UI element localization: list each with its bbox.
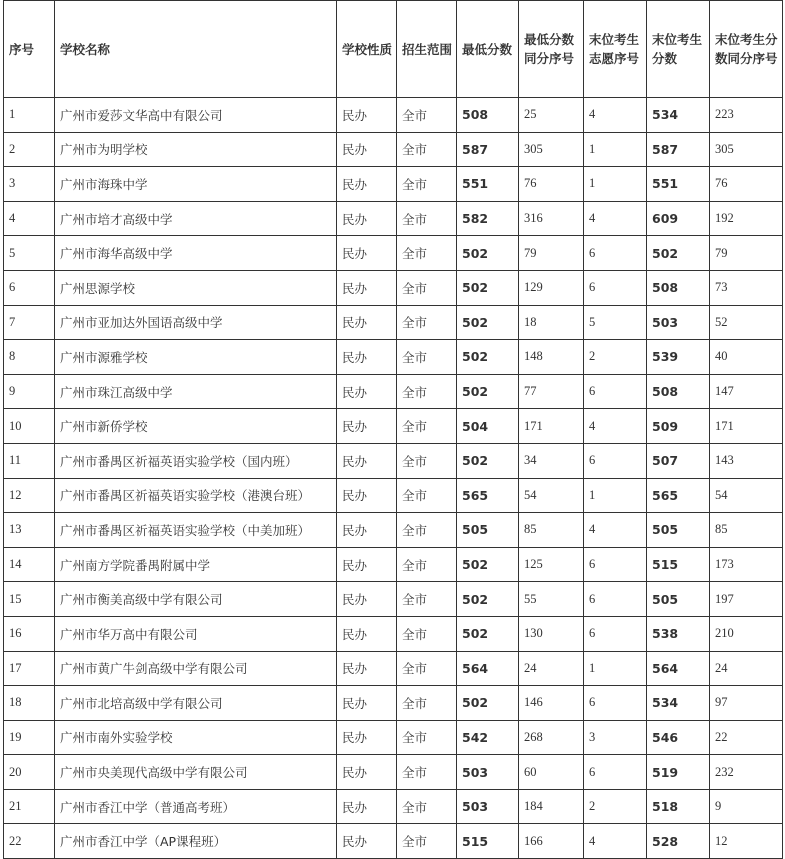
cell-last-choice-order: 2 xyxy=(584,789,647,824)
cell-last-score: 538 xyxy=(647,616,710,651)
cell-min-score-rank: 79 xyxy=(519,236,584,271)
cell-last-score-rank: 9 xyxy=(710,789,783,824)
cell-school-name: 广州市华万高中有限公司 xyxy=(55,616,337,651)
cell-index: 12 xyxy=(4,478,55,513)
cell-index: 18 xyxy=(4,686,55,721)
col-header-last-score: 末位考生分数 xyxy=(647,1,710,98)
cell-last-choice-order: 1 xyxy=(584,651,647,686)
table-row xyxy=(4,201,783,236)
table-row xyxy=(4,305,783,340)
cell-index: 22 xyxy=(4,824,55,859)
cell-min-score-rank: 184 xyxy=(519,789,584,824)
cell-school-type: 民办 xyxy=(337,720,397,755)
cell-index: 2 xyxy=(4,132,55,167)
cell-last-score: 528 xyxy=(647,824,710,859)
cell-min-score-rank: 129 xyxy=(519,270,584,305)
cell-school-type: 民办 xyxy=(337,409,397,444)
cell-min-score-rank: 148 xyxy=(519,340,584,375)
cell-school-name: 广州市番禺区祈福英语实验学校（港澳台班） xyxy=(55,478,337,513)
cell-min-score: 502 xyxy=(457,305,519,340)
cell-last-score-rank: 223 xyxy=(710,98,783,133)
cell-enroll-scope: 全市 xyxy=(397,98,457,133)
cell-index: 20 xyxy=(4,755,55,790)
cell-last-choice-order: 6 xyxy=(584,443,647,478)
cell-school-name: 广州市黄广牛剑高级中学有限公司 xyxy=(55,651,337,686)
cell-school-name: 广州市番禺区祈福英语实验学校（中美加班） xyxy=(55,513,337,548)
cell-last-choice-order: 6 xyxy=(584,547,647,582)
cell-index: 11 xyxy=(4,443,55,478)
cell-last-score: 518 xyxy=(647,789,710,824)
cell-school-type: 民办 xyxy=(337,236,397,271)
cell-school-type: 民办 xyxy=(337,547,397,582)
cell-last-choice-order: 6 xyxy=(584,236,647,271)
cell-min-score-rank: 18 xyxy=(519,305,584,340)
cell-last-score-rank: 79 xyxy=(710,236,783,271)
cell-school-type: 民办 xyxy=(337,686,397,721)
table-row xyxy=(4,478,783,513)
col-header-last-choice-order: 末位考生志愿序号 xyxy=(584,1,647,98)
cell-min-score: 502 xyxy=(457,340,519,375)
cell-school-name: 广州南方学院番禺附属中学 xyxy=(55,547,337,582)
cell-enroll-scope: 全市 xyxy=(397,374,457,409)
cell-min-score: 542 xyxy=(457,720,519,755)
cell-min-score-rank: 24 xyxy=(519,651,584,686)
cell-min-score: 503 xyxy=(457,789,519,824)
cell-school-type: 民办 xyxy=(337,270,397,305)
col-header-last-score-rank: 末位考生分数同分序号 xyxy=(710,1,783,98)
cell-min-score-rank: 171 xyxy=(519,409,584,444)
cell-last-score-rank: 73 xyxy=(710,270,783,305)
cell-min-score: 505 xyxy=(457,513,519,548)
cell-school-type: 民办 xyxy=(337,443,397,478)
cell-school-name: 广州市南外实验学校 xyxy=(55,720,337,755)
cell-last-score: 515 xyxy=(647,547,710,582)
cell-last-score-rank: 197 xyxy=(710,582,783,617)
cell-min-score: 515 xyxy=(457,824,519,859)
cell-school-type: 民办 xyxy=(337,755,397,790)
table-row xyxy=(4,270,783,305)
cell-enroll-scope: 全市 xyxy=(397,582,457,617)
cell-index: 19 xyxy=(4,720,55,755)
cell-min-score-rank: 166 xyxy=(519,824,584,859)
cell-last-score: 534 xyxy=(647,98,710,133)
cell-school-name: 广州市香江中学（普通高考班） xyxy=(55,789,337,824)
cell-school-type: 民办 xyxy=(337,98,397,133)
table-header-row xyxy=(4,1,783,98)
cell-min-score: 502 xyxy=(457,547,519,582)
cell-last-choice-order: 6 xyxy=(584,616,647,651)
cell-last-score: 505 xyxy=(647,513,710,548)
table-row xyxy=(4,789,783,824)
cell-school-name: 广州市北培高级中学有限公司 xyxy=(55,686,337,721)
cell-enroll-scope: 全市 xyxy=(397,167,457,202)
table-row xyxy=(4,824,783,859)
cell-school-name: 广州市海华高级中学 xyxy=(55,236,337,271)
cell-last-score: 609 xyxy=(647,201,710,236)
cell-last-choice-order: 4 xyxy=(584,98,647,133)
cell-min-score-rank: 85 xyxy=(519,513,584,548)
cell-min-score: 502 xyxy=(457,270,519,305)
cell-min-score-rank: 77 xyxy=(519,374,584,409)
cell-last-score-rank: 305 xyxy=(710,132,783,167)
cell-last-score-rank: 40 xyxy=(710,340,783,375)
cell-last-choice-order: 4 xyxy=(584,409,647,444)
cell-min-score-rank: 316 xyxy=(519,201,584,236)
cell-last-score: 565 xyxy=(647,478,710,513)
cell-last-choice-order: 6 xyxy=(584,374,647,409)
cell-min-score-rank: 25 xyxy=(519,98,584,133)
cell-last-choice-order: 4 xyxy=(584,513,647,548)
cell-enroll-scope: 全市 xyxy=(397,443,457,478)
cell-school-type: 民办 xyxy=(337,374,397,409)
cell-enroll-scope: 全市 xyxy=(397,720,457,755)
cell-school-type: 民办 xyxy=(337,478,397,513)
cell-enroll-scope: 全市 xyxy=(397,409,457,444)
cell-min-score-rank: 76 xyxy=(519,167,584,202)
cell-min-score-rank: 54 xyxy=(519,478,584,513)
cell-min-score: 503 xyxy=(457,755,519,790)
col-header-school-type: 学校性质 xyxy=(337,1,397,98)
col-header-enroll-scope: 招生范围 xyxy=(397,1,457,98)
cell-school-name: 广州市亚加达外国语高级中学 xyxy=(55,305,337,340)
cell-last-score: 502 xyxy=(647,236,710,271)
cell-min-score: 564 xyxy=(457,651,519,686)
cell-school-name: 广州市海珠中学 xyxy=(55,167,337,202)
cell-school-type: 民办 xyxy=(337,582,397,617)
cell-last-score: 539 xyxy=(647,340,710,375)
cell-index: 21 xyxy=(4,789,55,824)
cell-last-score: 519 xyxy=(647,755,710,790)
col-header-min-score: 最低分数 xyxy=(457,1,519,98)
cell-school-type: 民办 xyxy=(337,513,397,548)
cell-min-score: 504 xyxy=(457,409,519,444)
cell-last-score-rank: 171 xyxy=(710,409,783,444)
cell-last-score: 508 xyxy=(647,270,710,305)
cell-index: 1 xyxy=(4,98,55,133)
table-row xyxy=(4,513,783,548)
cell-school-name: 广州市香江中学（AP课程班） xyxy=(55,824,337,859)
cell-enroll-scope: 全市 xyxy=(397,201,457,236)
cell-index: 7 xyxy=(4,305,55,340)
cell-enroll-scope: 全市 xyxy=(397,547,457,582)
cell-last-score-rank: 192 xyxy=(710,201,783,236)
col-header-min-score-rank: 最低分数同分序号 xyxy=(519,1,584,98)
cell-min-score-rank: 125 xyxy=(519,547,584,582)
cell-last-score: 546 xyxy=(647,720,710,755)
cell-enroll-scope: 全市 xyxy=(397,616,457,651)
cell-last-score: 503 xyxy=(647,305,710,340)
cell-min-score-rank: 130 xyxy=(519,616,584,651)
cell-index: 16 xyxy=(4,616,55,651)
cell-enroll-scope: 全市 xyxy=(397,789,457,824)
cell-school-name: 广州思源学校 xyxy=(55,270,337,305)
cell-enroll-scope: 全市 xyxy=(397,755,457,790)
cell-last-score: 505 xyxy=(647,582,710,617)
cell-last-score: 564 xyxy=(647,651,710,686)
table-row xyxy=(4,340,783,375)
cell-min-score: 502 xyxy=(457,374,519,409)
cell-enroll-scope: 全市 xyxy=(397,270,457,305)
table-row xyxy=(4,443,783,478)
cell-min-score-rank: 60 xyxy=(519,755,584,790)
col-header-school-name: 学校名称 xyxy=(55,1,337,98)
cell-school-name: 广州市培才高级中学 xyxy=(55,201,337,236)
cell-last-choice-order: 6 xyxy=(584,270,647,305)
cell-last-choice-order: 6 xyxy=(584,582,647,617)
cell-last-score-rank: 22 xyxy=(710,720,783,755)
cell-last-choice-order: 1 xyxy=(584,167,647,202)
table-row xyxy=(4,132,783,167)
cell-last-score-rank: 147 xyxy=(710,374,783,409)
cell-enroll-scope: 全市 xyxy=(397,478,457,513)
cell-enroll-scope: 全市 xyxy=(397,686,457,721)
table-row xyxy=(4,167,783,202)
cell-school-name: 广州市爱莎文华高中有限公司 xyxy=(55,98,337,133)
cell-last-choice-order: 6 xyxy=(584,686,647,721)
cell-last-score-rank: 232 xyxy=(710,755,783,790)
cell-last-choice-order: 4 xyxy=(584,201,647,236)
cell-school-type: 民办 xyxy=(337,789,397,824)
cell-enroll-scope: 全市 xyxy=(397,305,457,340)
cell-last-score: 509 xyxy=(647,409,710,444)
cell-enroll-scope: 全市 xyxy=(397,651,457,686)
cell-last-choice-order: 5 xyxy=(584,305,647,340)
cell-min-score-rank: 55 xyxy=(519,582,584,617)
table-row xyxy=(4,547,783,582)
cell-min-score: 587 xyxy=(457,132,519,167)
table-row xyxy=(4,374,783,409)
cell-school-name: 广州市央美现代高级中学有限公司 xyxy=(55,755,337,790)
cell-min-score: 502 xyxy=(457,616,519,651)
cell-index: 10 xyxy=(4,409,55,444)
cell-last-score-rank: 97 xyxy=(710,686,783,721)
cell-last-choice-order: 4 xyxy=(584,824,647,859)
cell-last-score-rank: 12 xyxy=(710,824,783,859)
table-body xyxy=(4,98,783,859)
cell-min-score-rank: 34 xyxy=(519,443,584,478)
cell-last-score: 507 xyxy=(647,443,710,478)
table-row xyxy=(4,720,783,755)
cell-school-type: 民办 xyxy=(337,305,397,340)
cell-last-score-rank: 24 xyxy=(710,651,783,686)
cell-last-score-rank: 54 xyxy=(710,478,783,513)
table-row xyxy=(4,651,783,686)
cell-school-name: 广州市珠江高级中学 xyxy=(55,374,337,409)
cell-last-choice-order: 2 xyxy=(584,340,647,375)
cell-last-score-rank: 143 xyxy=(710,443,783,478)
cell-index: 14 xyxy=(4,547,55,582)
cell-last-choice-order: 1 xyxy=(584,132,647,167)
table-row xyxy=(4,582,783,617)
table-row xyxy=(4,236,783,271)
cell-index: 9 xyxy=(4,374,55,409)
cell-last-score-rank: 76 xyxy=(710,167,783,202)
table-row xyxy=(4,686,783,721)
cell-school-type: 民办 xyxy=(337,132,397,167)
table-row xyxy=(4,755,783,790)
cell-min-score: 551 xyxy=(457,167,519,202)
cell-last-score-rank: 85 xyxy=(710,513,783,548)
cell-enroll-scope: 全市 xyxy=(397,824,457,859)
cell-school-type: 民办 xyxy=(337,651,397,686)
cell-school-name: 广州市源雅学校 xyxy=(55,340,337,375)
cell-index: 8 xyxy=(4,340,55,375)
cell-index: 17 xyxy=(4,651,55,686)
cell-last-score: 551 xyxy=(647,167,710,202)
cell-index: 6 xyxy=(4,270,55,305)
cell-min-score: 508 xyxy=(457,98,519,133)
cell-index: 13 xyxy=(4,513,55,548)
cell-last-choice-order: 6 xyxy=(584,755,647,790)
cell-school-name: 广州市为明学校 xyxy=(55,132,337,167)
cell-last-choice-order: 1 xyxy=(584,478,647,513)
cell-school-type: 民办 xyxy=(337,824,397,859)
admission-score-table xyxy=(3,0,783,859)
cell-school-name: 广州市番禺区祈福英语实验学校（国内班） xyxy=(55,443,337,478)
cell-index: 4 xyxy=(4,201,55,236)
cell-index: 5 xyxy=(4,236,55,271)
cell-min-score-rank: 268 xyxy=(519,720,584,755)
cell-school-name: 广州市新侨学校 xyxy=(55,409,337,444)
cell-last-score-rank: 210 xyxy=(710,616,783,651)
cell-school-type: 民办 xyxy=(337,616,397,651)
cell-enroll-scope: 全市 xyxy=(397,513,457,548)
cell-last-score-rank: 52 xyxy=(710,305,783,340)
cell-enroll-scope: 全市 xyxy=(397,236,457,271)
cell-last-score: 587 xyxy=(647,132,710,167)
cell-min-score-rank: 305 xyxy=(519,132,584,167)
cell-index: 3 xyxy=(4,167,55,202)
cell-min-score: 502 xyxy=(457,443,519,478)
cell-school-type: 民办 xyxy=(337,340,397,375)
cell-min-score: 502 xyxy=(457,582,519,617)
cell-index: 15 xyxy=(4,582,55,617)
cell-min-score: 565 xyxy=(457,478,519,513)
cell-min-score: 502 xyxy=(457,686,519,721)
table-row xyxy=(4,98,783,133)
table-row xyxy=(4,409,783,444)
cell-school-name: 广州市衡美高级中学有限公司 xyxy=(55,582,337,617)
cell-enroll-scope: 全市 xyxy=(397,132,457,167)
cell-last-choice-order: 3 xyxy=(584,720,647,755)
cell-min-score: 502 xyxy=(457,236,519,271)
cell-last-score: 508 xyxy=(647,374,710,409)
cell-last-score: 534 xyxy=(647,686,710,721)
cell-enroll-scope: 全市 xyxy=(397,340,457,375)
cell-school-type: 民办 xyxy=(337,201,397,236)
cell-min-score-rank: 146 xyxy=(519,686,584,721)
cell-school-type: 民办 xyxy=(337,167,397,202)
col-header-index: 序号 xyxy=(4,1,55,98)
cell-last-score-rank: 173 xyxy=(710,547,783,582)
cell-min-score: 582 xyxy=(457,201,519,236)
table-row xyxy=(4,616,783,651)
